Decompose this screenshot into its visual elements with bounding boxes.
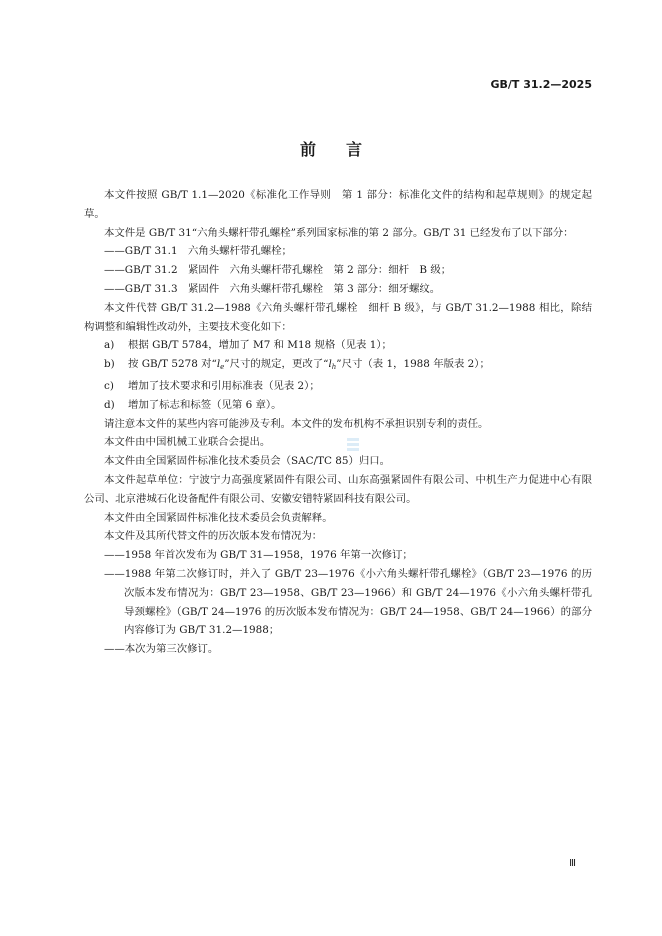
watermark-icon (346, 436, 360, 454)
item-label: a) (104, 339, 115, 352)
paragraph-patent: 请注意本文件的某些内容可能涉及专利。本文件的发布机构不承担识别专利的责任。 (104, 417, 489, 430)
paragraph-history-intro: 本文件及其所代替文件的历次版本发布情况为： (104, 530, 323, 543)
paragraph-drafters: 本文件起草单位：宁波宁力高强度紧固件有限公司、山东高强紧固件有限公司、中机生产力促进中心有限公司、北京港城石化设备配件有限公司、安徽安错特紧固科技有限公司。 (84, 473, 592, 505)
symbol-subscript: h (331, 363, 337, 372)
paragraph-proposer: 本文件由中国机械工业联合会提出。 (104, 436, 271, 449)
item-text: 根据 GB/T 5784，增加了 M7 和 M18 规格（见表 1）； (128, 339, 392, 352)
standard-number: GB/T 31.2—2025 (490, 78, 592, 91)
paragraph-interpretation: 本文件由全国紧固件标准化技术委员会负责解释。 (104, 511, 333, 524)
list-item-change (84, 355, 592, 377)
item-text: 按 GB/T 5278 对“ (128, 358, 217, 371)
symbol-l: l (216, 358, 221, 371)
item-text: 增加了标志和标签（见第 6 章）。 (128, 398, 282, 411)
list-item-part: ——GB/T 31.3 紧固件 六角头螺杆带孔螺栓 第 3 部分：细牙螺纹。 (104, 282, 441, 295)
page-title: 前言 (299, 140, 392, 159)
paragraph-committee: 本文件由全国紧固件标准化技术委员会（SAC/TC 85）归口。 (104, 455, 391, 468)
symbol-subscript: e (220, 363, 225, 372)
list-item-history: ——本次为第三次修订。 (104, 643, 219, 656)
paragraph-replacement: 本文件代替 GB/T 31.2—1988《六角头螺杆带孔螺栓 细杆 B 级》，与 GB/T 31.2—1988 相比，除结构调整和编辑性改动外，主要技术变化如下： (84, 301, 592, 333)
list-item-history: ——1958 年首次发布为 GB/T 31—1958，1976 年第一次修订； (104, 549, 413, 562)
list-item-change (84, 396, 592, 415)
list-item-history: ——1988 年第二次修订时，并入了 GB/T 23—1976《小六角头螺杆带孔螺栓》（GB/T 23—1976 的历次版本发布情况为：GB/T 23—1958、GB/T 23—1966）和 GB/T 24—1976《小六角头螺杆带孔导颈螺栓》（GB/T 24—1976 的历次版本发布情况为：GB/T 24—1958、GB/T 24—1966）的部分内容修订为 GB/T 31.2—1988； (104, 567, 592, 637)
paragraph-series: 本文件是 GB/T 31“六角头螺杆带孔螺栓”系列国家标准的第 2 部分。GB/T 31 已经发布了以下部分： (104, 226, 574, 239)
symbol-l: l (328, 358, 332, 371)
paragraph-drafting-rules: 本文件按照 GB/T 1.1—2020《标准化工作导则 第 1 部分：标准化文件的结构和起草规则》的规定起草。 (84, 189, 592, 220)
item-text: 增加了技术要求和引用标准表（见表 2）； (128, 379, 320, 392)
item-text: ”尺寸的规定，更改了“ (224, 358, 329, 371)
list-item-part: ——GB/T 31.2 紧固件 六角头螺杆带孔螺栓 第 2 部分：细杆 B 级； (104, 264, 452, 277)
page-number: Ⅲ (569, 858, 576, 869)
item-label: b) (104, 358, 115, 371)
list-item-change (84, 336, 592, 355)
item-label: d) (104, 398, 115, 411)
list-item-part: ——GB/T 31.1 六角头螺杆带孔螺栓； (104, 245, 292, 258)
item-label: c) (104, 379, 114, 392)
item-text: ”尺寸（表 1，1988 年版表 2）； (336, 358, 490, 371)
list-item-change (84, 377, 592, 396)
foreword-body (84, 186, 592, 659)
